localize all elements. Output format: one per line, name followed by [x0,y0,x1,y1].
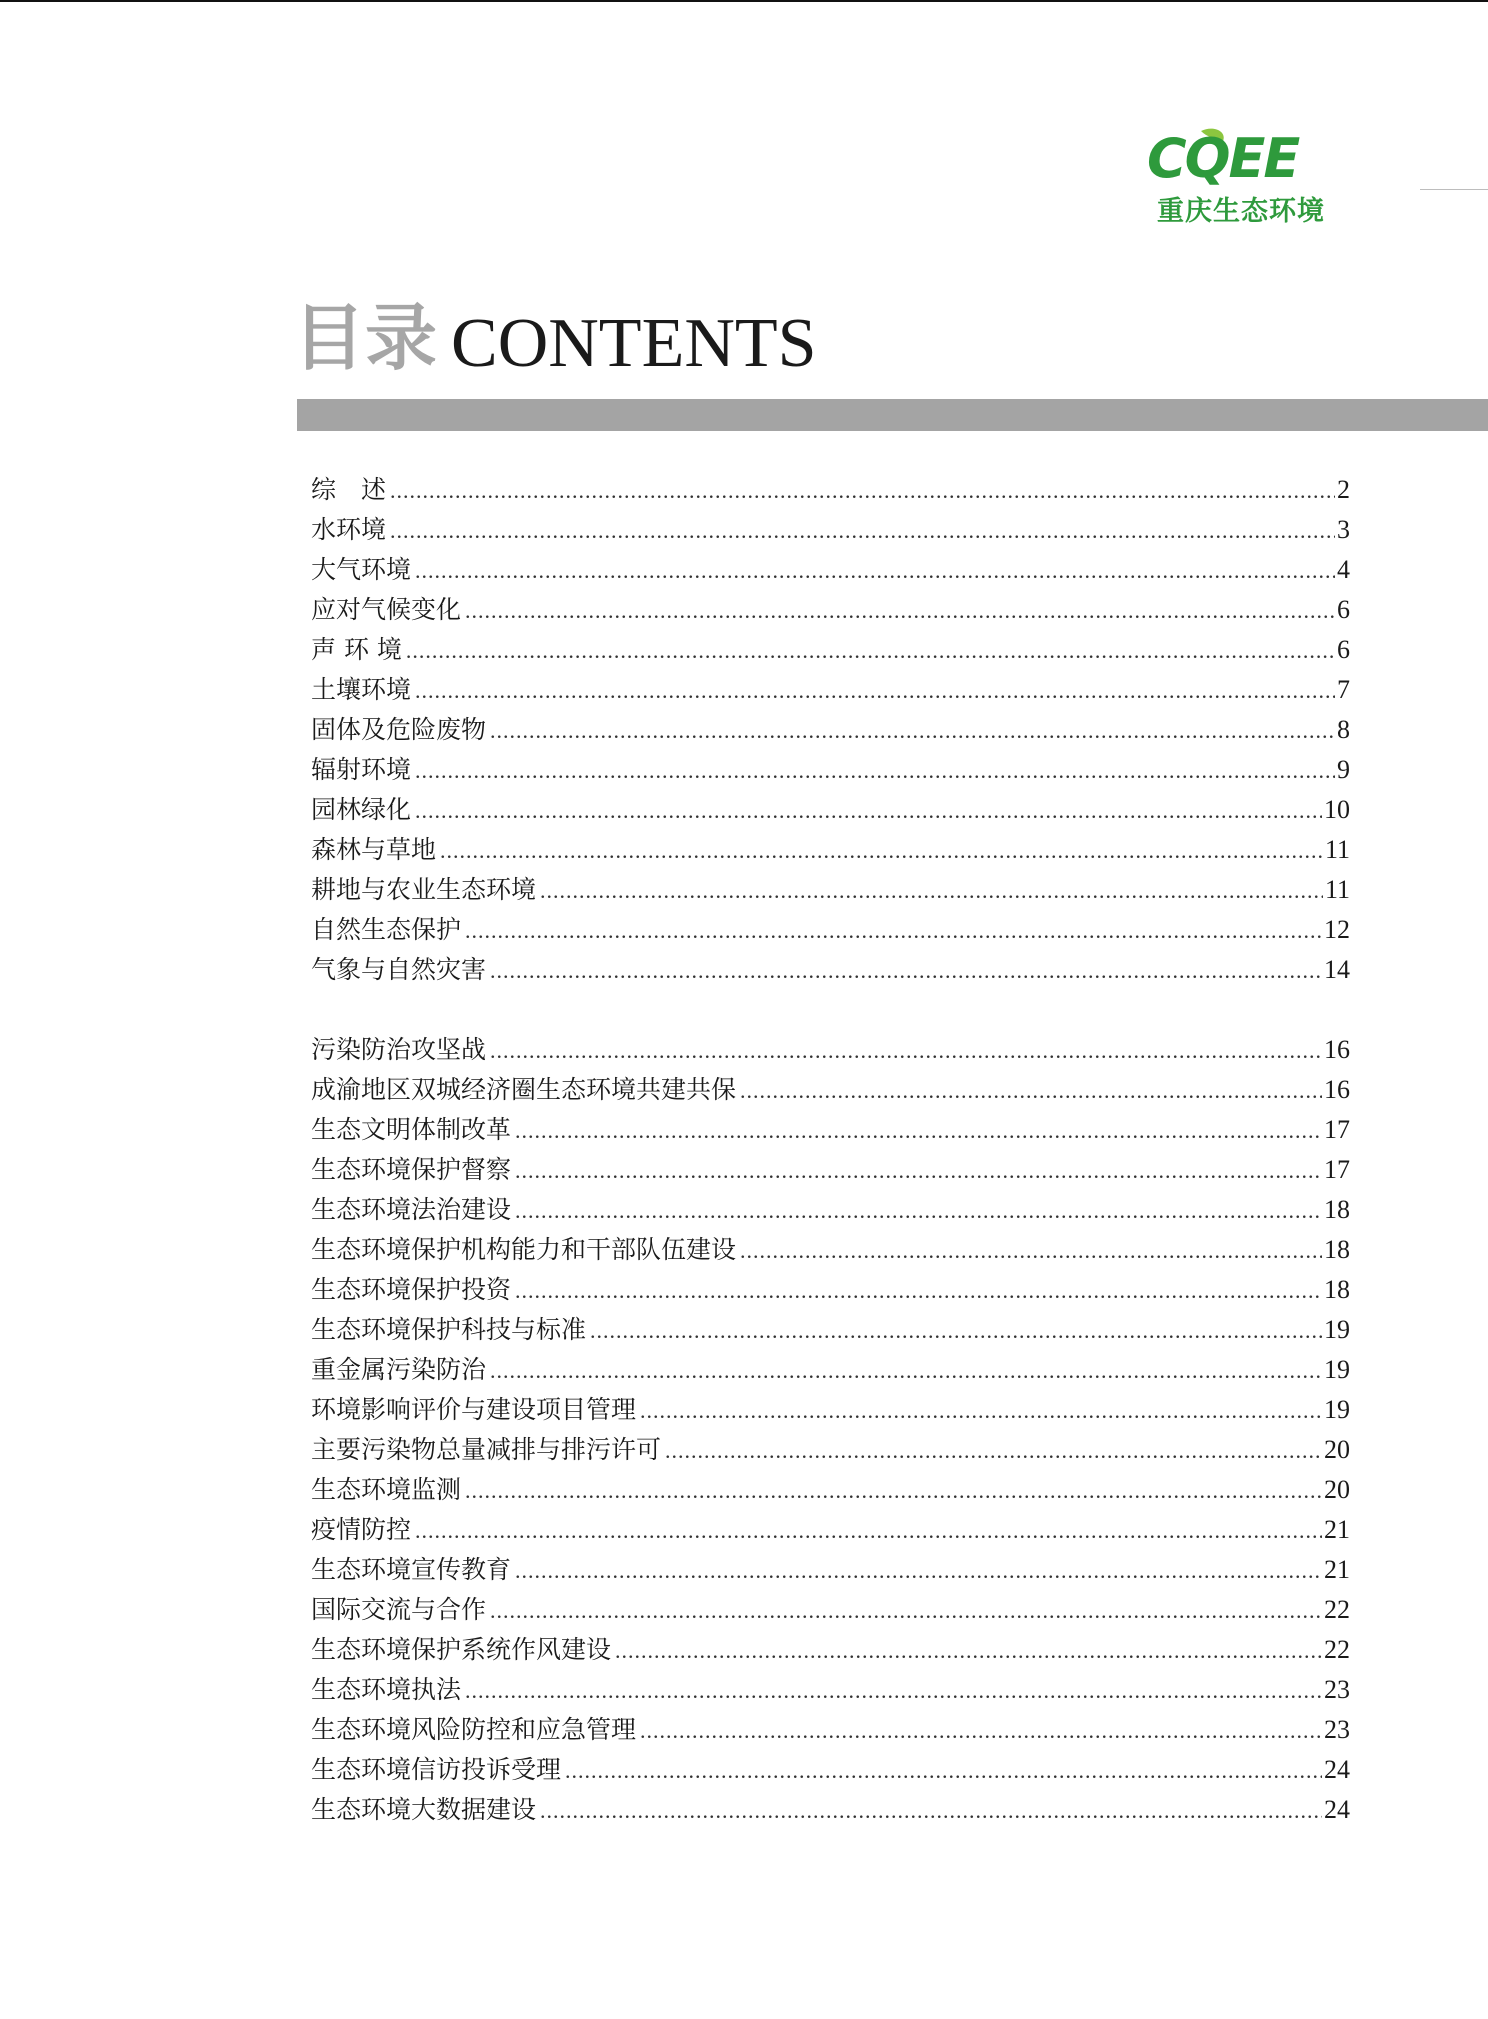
toc-dot-leader [415,1511,1322,1551]
toc-entry-title: 生态环境监测 [311,1475,462,1504]
toc-entry-page: 24 [1324,1795,1350,1824]
toc-entry[interactable] [311,950,1350,990]
toc-entry[interactable] [311,550,1350,590]
toc-entry-page: 6 [1337,595,1350,624]
toc-entry[interactable] [311,790,1350,830]
toc-entry-page: 21 [1324,1555,1350,1584]
toc-dot-leader [515,1271,1322,1311]
toc-entry-title: 辐射环境 [311,755,412,784]
cqee-logo-mark [1143,127,1363,187]
toc-entry[interactable] [311,510,1350,550]
toc-entry-title: 生态环境保护科技与标准 [311,1315,587,1344]
toc-entry[interactable] [311,710,1350,750]
toc-dot-leader [490,951,1322,991]
toc-dot-leader [390,471,1335,511]
toc-dot-leader [540,1791,1322,1831]
toc-entry-page: 17 [1324,1115,1350,1144]
toc-dot-leader [465,1671,1322,1711]
toc-dot-leader [540,871,1323,911]
toc-entry[interactable] [311,910,1350,950]
toc-entry-title: 森林与草地 [311,835,437,864]
toc-entry-title: 园林绿化 [311,795,412,824]
title-english: CONTENTS [451,305,817,382]
logo-subtitle: 重庆生态环境 [1157,196,1325,227]
toc-entry[interactable] [311,1550,1350,1590]
toc-dot-leader [515,1191,1322,1231]
toc-entry-title: 耕地与农业生态环境 [311,875,537,904]
toc-entry-title: 生态环境保护机构能力和干部队伍建设 [311,1235,737,1264]
toc-entry-page: 11 [1324,875,1350,904]
toc-entry-page: 24 [1324,1755,1350,1784]
toc-group-1 [311,470,1350,990]
toc-dot-leader [615,1631,1322,1671]
toc-dot-leader [390,511,1335,551]
toc-entry-page: 22 [1324,1635,1350,1664]
toc-dot-leader [665,1431,1322,1471]
toc-entry[interactable] [311,1590,1350,1630]
toc-entry-page: 3 [1337,515,1350,544]
toc-entry-title: 疫情防控 [311,1515,412,1544]
toc-dot-leader [415,671,1335,711]
toc-entry-page: 19 [1324,1315,1350,1344]
toc-dot-leader [515,1151,1322,1191]
title-chinese: 目录 [293,296,438,380]
toc-entry[interactable] [311,1510,1350,1550]
toc-entry-page: 18 [1324,1235,1350,1264]
toc-entry-title: 大气环境 [311,555,412,584]
toc-entry[interactable] [311,1630,1350,1670]
toc-dot-leader [440,831,1323,871]
toc-dot-leader [490,1351,1322,1391]
toc-entry[interactable] [311,1470,1350,1510]
title-divider-bar [297,399,1488,431]
toc-entry[interactable] [311,590,1350,630]
toc-dot-leader [515,1111,1322,1151]
toc-dot-leader [415,791,1322,831]
logo-wordmark: CQEE [1147,127,1299,187]
toc-entry-title: 固体及危险废物 [311,715,487,744]
toc-entry[interactable] [311,670,1350,710]
toc-entry-title: 土壤环境 [311,675,412,704]
toc-entry-title: 生态环境保护督察 [311,1155,512,1184]
toc-dot-leader [415,751,1335,791]
toc-dot-leader [640,1711,1322,1751]
toc-dot-leader [640,1391,1322,1431]
toc-entry[interactable] [311,1390,1350,1430]
toc-entry-title: 国际交流与合作 [311,1595,487,1624]
toc-entry-title: 生态环境大数据建设 [311,1795,537,1824]
toc-entry-page: 8 [1337,715,1350,744]
toc-entry-page: 14 [1324,955,1350,984]
toc-dot-leader [565,1751,1322,1791]
toc-entry-page: 4 [1337,555,1350,584]
toc-entry-page: 20 [1324,1435,1350,1464]
toc-entry-title: 生态环境宣传教育 [311,1555,512,1584]
toc-entry[interactable] [311,1670,1350,1710]
toc-entry-page: 7 [1337,675,1350,704]
toc-entry-title: 气象与自然灾害 [311,955,487,984]
toc-entry-title: 水环境 [311,515,387,544]
toc-dot-leader [515,1551,1322,1591]
toc-entry-page: 22 [1324,1595,1350,1624]
toc-entry[interactable] [311,470,1350,510]
toc-dot-leader [465,911,1322,951]
page-title [293,298,817,398]
toc-dot-leader [740,1231,1322,1271]
toc-entry-title: 生态环境信访投诉受理 [311,1755,562,1784]
toc-entry[interactable] [311,870,1350,910]
toc-entry[interactable] [311,1430,1350,1470]
toc-entry-page: 9 [1337,755,1350,784]
cqee-logo [1143,127,1363,237]
toc-entry-page: 11 [1324,835,1350,864]
toc-entry-page: 18 [1324,1275,1350,1304]
toc-dot-leader [590,1311,1322,1351]
toc-entry-title: 声 环 境 [311,635,402,664]
top-border-line [0,0,1488,2]
toc-entry-title: 生态环境风险防控和应急管理 [311,1715,637,1744]
toc-entry[interactable] [311,1310,1350,1350]
toc-entry[interactable] [311,1710,1350,1750]
toc-dot-leader [490,711,1335,751]
side-rule [1420,189,1488,190]
toc-dot-leader [740,1071,1322,1111]
toc-entry[interactable] [311,830,1350,870]
toc-entry-page: 12 [1324,915,1350,944]
toc-entry[interactable] [311,1350,1350,1390]
toc-entry-page: 19 [1324,1395,1350,1424]
toc-entry-page: 20 [1324,1475,1350,1504]
toc-group-2 [311,1030,1350,1830]
toc-entry-title: 污染防治攻坚战 [311,1035,487,1064]
toc-entry-page: 21 [1324,1515,1350,1544]
toc-entry[interactable] [311,1030,1350,1070]
toc-entry[interactable] [311,1230,1350,1270]
toc-entry-title: 生态环境保护系统作风建设 [311,1635,612,1664]
toc-entry-title: 生态文明体制改革 [311,1115,512,1144]
toc-entry[interactable] [311,1790,1350,1830]
toc-entry-page: 16 [1324,1075,1350,1104]
toc-entry-page: 10 [1324,795,1350,824]
toc-entry-page: 17 [1324,1155,1350,1184]
toc-entry-page: 16 [1324,1035,1350,1064]
toc-dot-leader [490,1031,1322,1071]
toc-entry[interactable] [311,1190,1350,1230]
toc-dot-leader [415,551,1335,591]
toc-entry-title: 生态环境保护投资 [311,1275,512,1304]
toc-entry-title: 综 述 [311,475,387,504]
toc-dot-leader [465,591,1335,631]
toc-entry[interactable] [311,630,1350,670]
toc-entry[interactable] [311,1150,1350,1190]
toc-dot-leader [406,631,1335,671]
toc-entry-title: 应对气候变化 [311,595,462,624]
toc-group-gap [311,990,1350,1030]
toc-entry-page: 23 [1324,1675,1350,1704]
toc-entry[interactable] [311,1750,1350,1790]
toc-entry-title: 生态环境执法 [311,1675,462,1704]
toc-entry[interactable] [311,1110,1350,1150]
toc-entry[interactable] [311,1070,1350,1110]
toc-entry-page: 23 [1324,1715,1350,1744]
table-of-contents [311,470,1350,1830]
toc-dot-leader [490,1591,1322,1631]
toc-entry[interactable] [311,750,1350,790]
toc-entry-title: 生态环境法治建设 [311,1195,512,1224]
toc-entry-title: 主要污染物总量减排与排污许可 [311,1435,662,1464]
toc-entry-title: 成渝地区双城经济圈生态环境共建共保 [311,1075,737,1104]
toc-entry[interactable] [311,1270,1350,1310]
toc-entry-title: 自然生态保护 [311,915,462,944]
toc-entry-page: 19 [1324,1355,1350,1384]
toc-entry-page: 18 [1324,1195,1350,1224]
toc-entry-page: 6 [1337,635,1350,664]
toc-entry-title: 重金属污染防治 [311,1355,487,1384]
toc-entry-title: 环境影响评价与建设项目管理 [311,1395,637,1424]
toc-entry-page: 2 [1337,475,1350,504]
toc-dot-leader [465,1471,1322,1511]
